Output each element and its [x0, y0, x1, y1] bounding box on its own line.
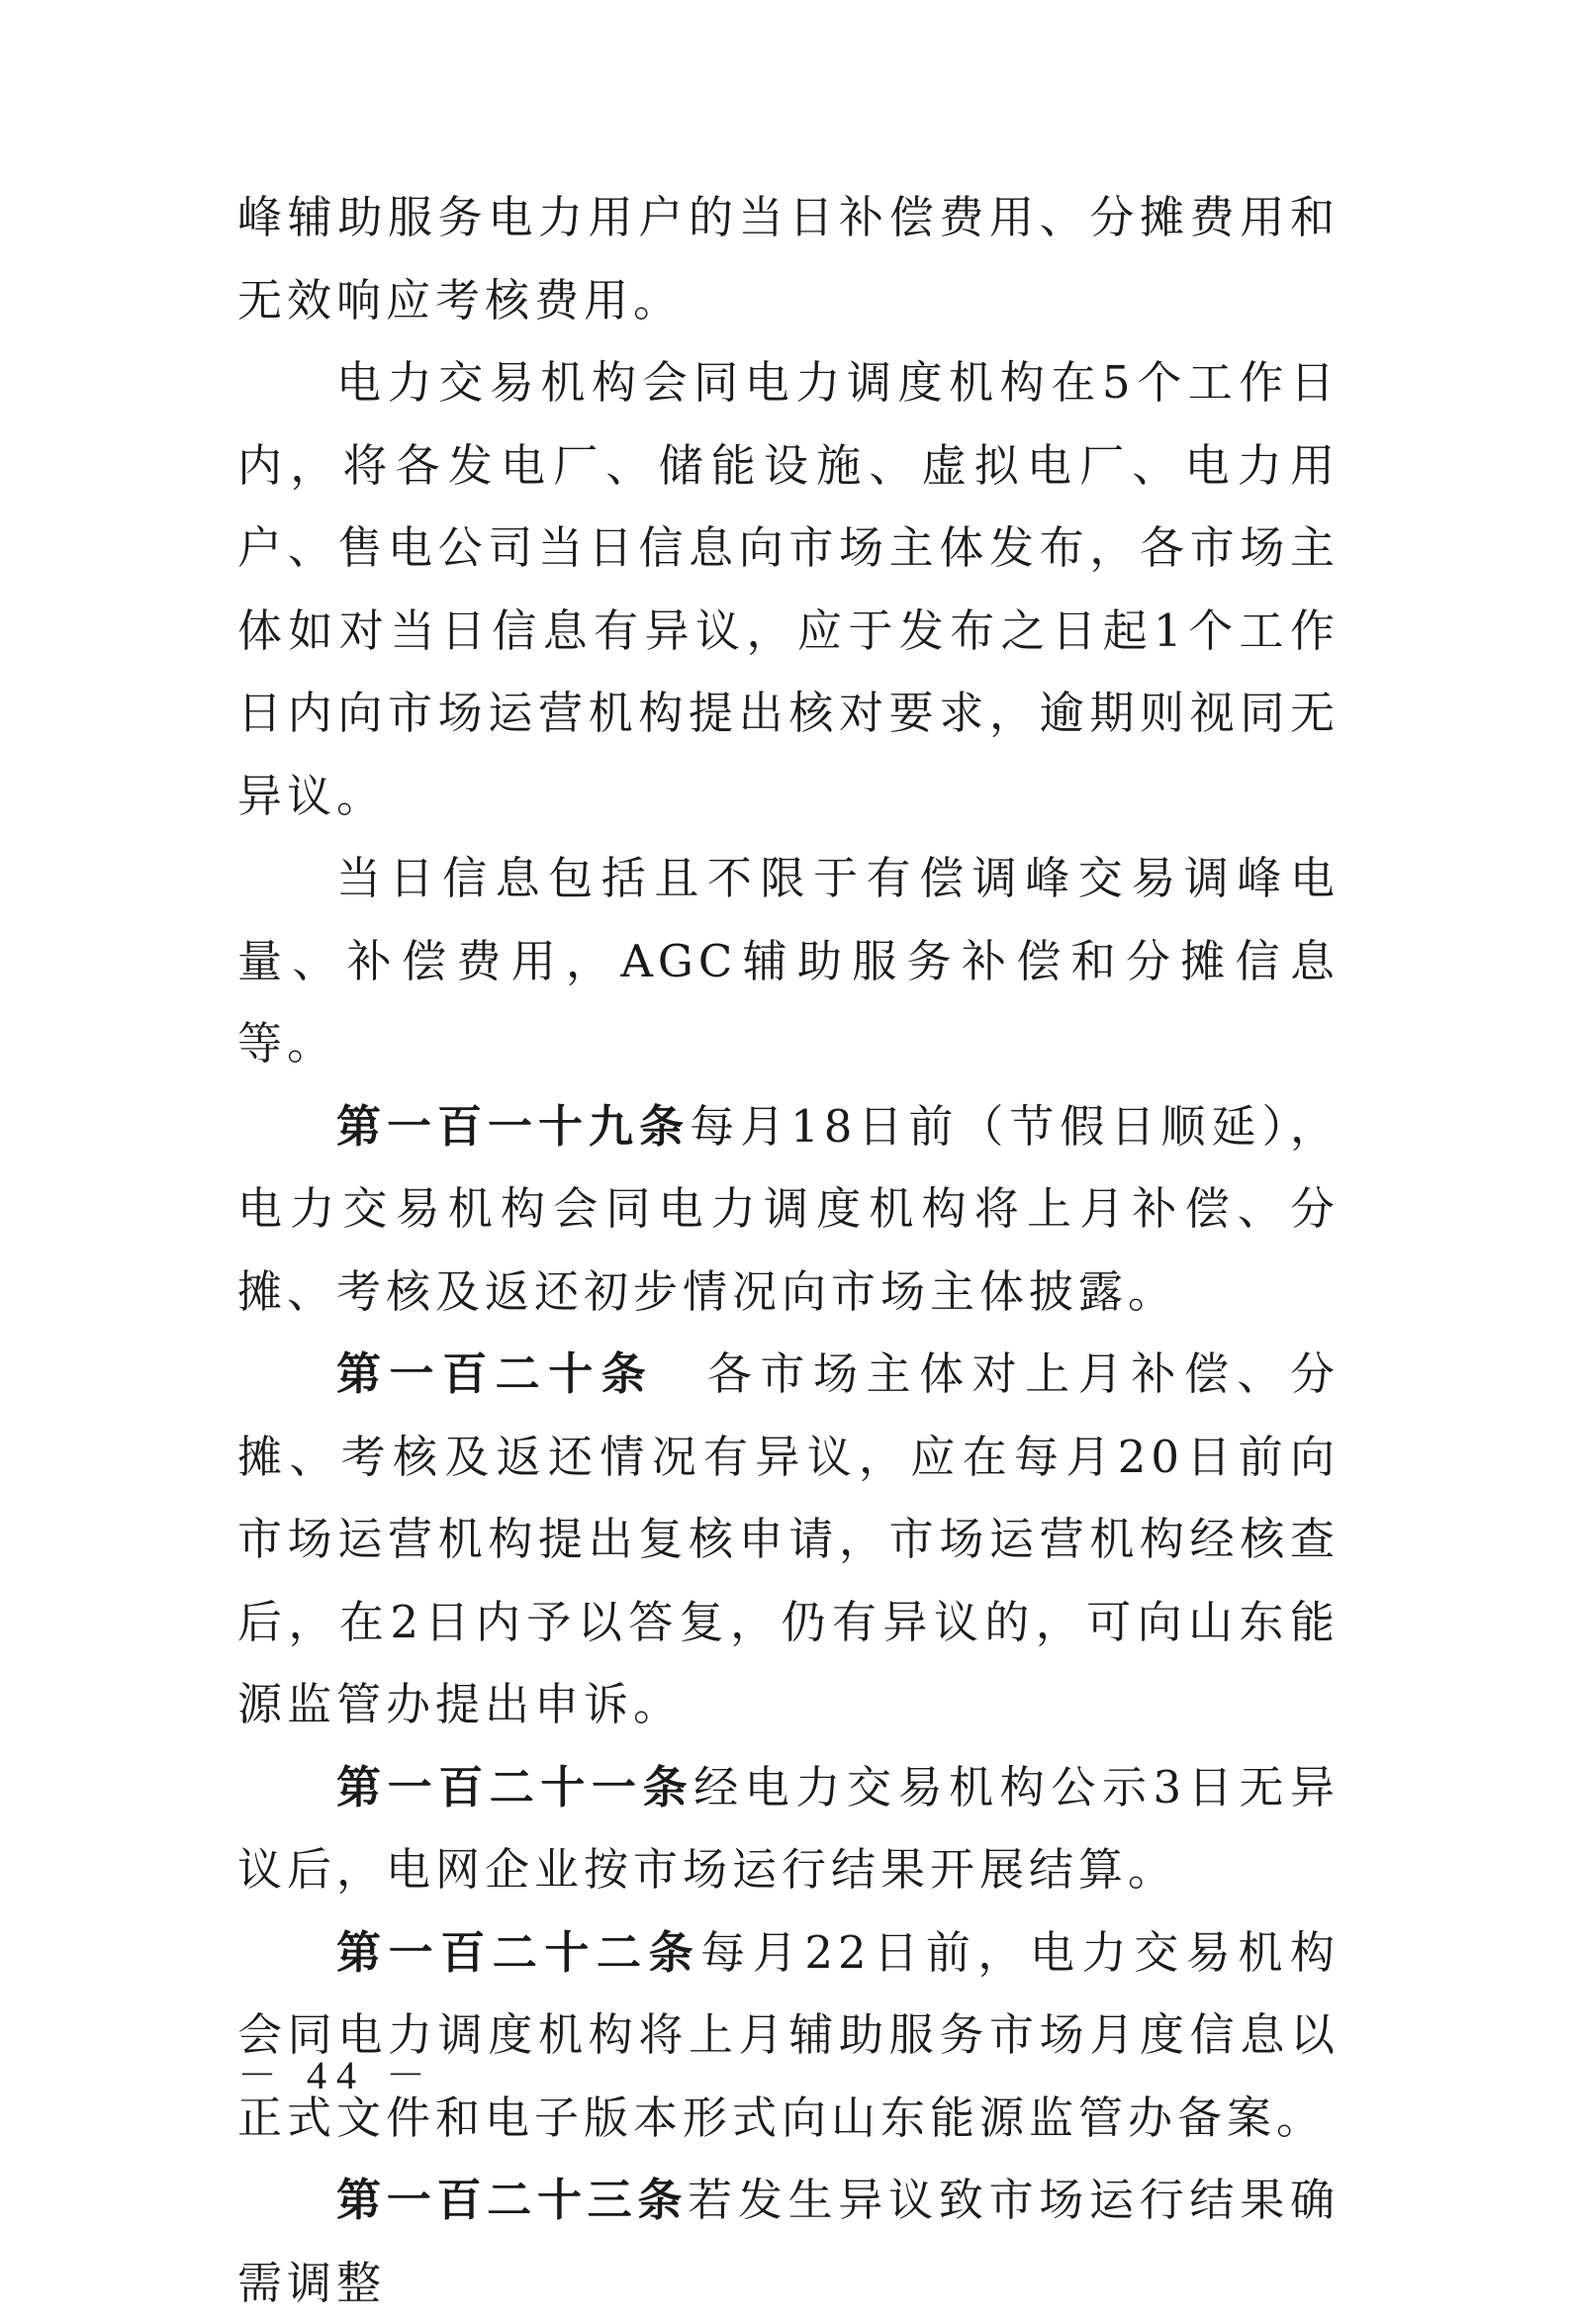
- document-body: [237, 176, 1339, 2324]
- paragraph-text: 电力交易机构会同电力调度机构在5个工作日内，将各发电厂、储能设施、虚拟电厂、电力用户、售电公司当日信息向市场主体发布，各市场主体如对当日信息有异议，应于发布之日起1个工作日内向市场运营机构提出核对要求，逾期则视同无异议。: [237, 356, 1339, 822]
- article-title: 第一百二十条: [336, 1348, 655, 1400]
- paragraph-text: 峰辅助服务电力用户的当日补偿费用、分摊费用和无效响应考核费用。: [237, 191, 1339, 326]
- article-120: [237, 1333, 1339, 1746]
- article-text: 每月22日前，电力交易机构会同电力调度机构将上月辅助服务市场月度信息以正式文件和电子版本形式向山东能源监管办备案。: [237, 1925, 1339, 2144]
- article-text: 各市场主体对上月补偿、分摊、考核及返还情况有异议，应在每月20日前向市场运营机构提出复核申请，市场运营机构经核查后，在2日内予以答复，仍有异议的，可向山东能源监管办提出申诉。: [237, 1348, 1339, 1730]
- article-title: 第一百二十二条: [336, 1925, 701, 1979]
- paragraph-text: 当日信息包括且不限于有偿调峰交易调峰电量、补偿费用，AGC辅助服务补偿和分摊信息等。: [237, 852, 1339, 1069]
- article-121: [237, 1746, 1339, 1911]
- article-text: 若发生异议致市场运行结果确需调整: [237, 2174, 1339, 2309]
- page-number: － 44 －: [237, 2053, 435, 2097]
- article-title: 第一百二十一条: [336, 1760, 694, 1813]
- article-text: 每月18日前（节假日顺延），电力交易机构会同电力调度机构将上月补偿、分摊、考核及返还初步情况向市场主体披露。: [237, 1099, 1339, 1318]
- paragraph-info-publication: [237, 341, 1339, 837]
- article-123: [237, 2159, 1339, 2324]
- article-title: 第一百二十三条: [336, 2174, 689, 2226]
- article-122: [237, 1911, 1339, 2160]
- article-119: [237, 1085, 1339, 1334]
- paragraph-daily-info: [237, 837, 1339, 1085]
- article-text: 经电力交易机构公示3日无异议后，电网企业按市场运行结果开展结算。: [237, 1760, 1339, 1896]
- paragraph-continuation: [237, 176, 1339, 341]
- article-title: 第一百一十九条: [336, 1099, 691, 1153]
